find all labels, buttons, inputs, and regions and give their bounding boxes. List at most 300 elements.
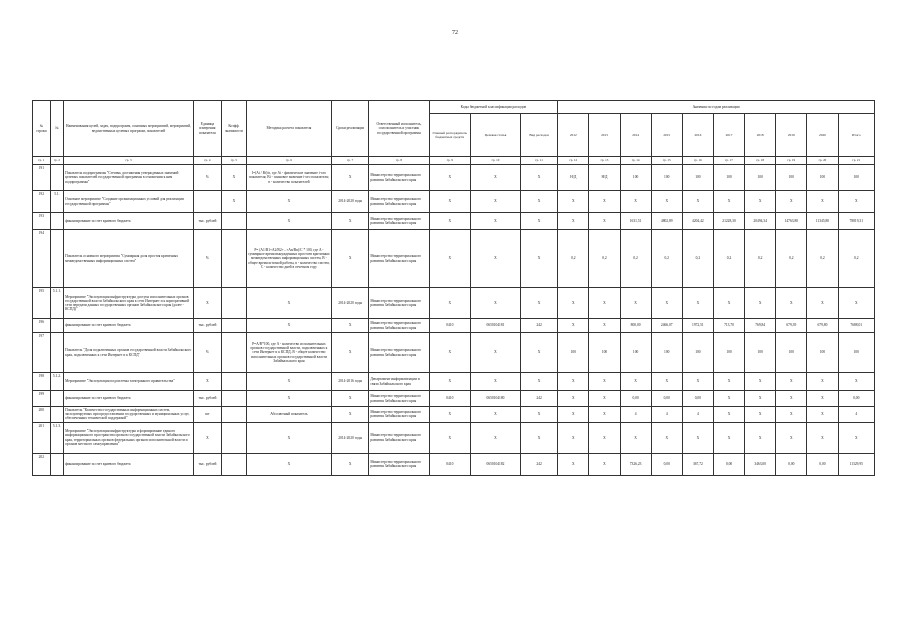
year-value-cell: X [620,373,651,391]
table-row [33,333,875,373]
coef-cell [221,407,246,423]
column-number: гр. 9 [429,157,471,165]
coef-cell [221,319,246,333]
method-cell: P=A/B*100, где A - количество исполнительных органов государственной власти, подключенных к сети Интернет и к КСПД, B - общее количество исполнительных органов государственной власти Забайкальского края [246,333,331,373]
item-name: Показатель основного мероприятия "Суммарная доля простоя критичных межведомственных информационных систем" [64,230,194,288]
year-value-cell: 0,00 [651,391,682,407]
unit-cell: % [193,165,221,191]
period-cell: X [331,407,368,423]
executor-cell: Департамент информатизации и связи Забайкальского края [369,373,429,391]
year-value-cell: 713,70 [713,319,744,333]
year-value-cell: X [589,453,620,475]
year-value-cell: X [745,407,776,423]
column-number: гр. 1 [33,157,51,165]
header-method: Методика расчета показателя [246,101,331,157]
year-value-cell: X [807,391,838,407]
year-value-cell: X [558,288,589,319]
header-budget-col: Целевая статья [471,114,521,157]
page-number: 72 [452,30,458,36]
period-cell: 2014-2020 годы [331,422,368,453]
method-cell: X [246,391,331,407]
executor-cell: Министерство территориального развития Забайкальского края [369,422,429,453]
item-number: 5.1.3. [50,422,63,453]
column-number: гр. 15 [651,157,682,165]
budget-admin-cell: X [429,422,471,453]
year-value-cell: X [745,422,776,453]
expense-type-cell: 242 [520,391,557,407]
item-name: Показатель "Доля подключенных органов государственной власти Забайкальского края, подключенных к сети Интернет и к КСПД" [64,333,194,373]
target-article-cell: X [471,288,521,319]
year-value-cell: 0,00 [807,453,838,475]
year-value-cell: 100 [651,333,682,373]
method-cell: X [246,191,331,213]
column-number: гр. 12 [558,157,589,165]
header-values-group: Значения по годам реализации [558,101,875,114]
budget-admin-cell: X [429,288,471,319]
header-year: 2014 [620,114,651,157]
expense-type-cell: X [520,288,557,319]
budget-admin-cell: X [429,213,471,230]
year-value-cell: X [558,373,589,391]
year-value-cell: 800,00 [620,319,651,333]
row-number: 191 [33,165,51,191]
table-row [33,373,875,391]
year-value-cell: X [713,373,744,391]
year-value-cell: 11345,80 [807,213,838,230]
table-row [33,391,875,407]
row-number: 196 [33,319,51,333]
method-cell: X [246,213,331,230]
target-article-cell: 0650104180 [471,391,521,407]
year-value-cell: X [745,288,776,319]
column-number: гр. 13 [589,157,620,165]
row-number: 200 [33,407,51,423]
year-value-cell: X [807,288,838,319]
column-number: гр. 3 [64,157,194,165]
target-article-cell: X [471,165,521,191]
table-row [33,191,875,213]
item-name: финансирование за счет краевого бюджета [64,453,194,475]
header-executor: Ответственный исполнитель, соисполнитель и участник государственной программы [369,101,429,157]
executor-cell: Министерство территориального развития Забайкальского края [369,333,429,373]
table-row [33,288,875,319]
expense-type-cell: X [520,333,557,373]
unit-cell: X [193,373,221,391]
coef-cell: X [221,191,246,213]
period-cell: X [331,453,368,475]
year-value-cell: X [589,391,620,407]
year-value-cell: 100 [651,165,682,191]
period-cell: 2014-2016 годы [331,373,368,391]
header-total: Итого [838,114,874,157]
year-value-cell: X [713,191,744,213]
year-value-cell: Н/Д [589,165,620,191]
target-article-cell: X [471,333,521,373]
year-value-cell: X [745,391,776,407]
unit-cell: X [193,422,221,453]
column-number: гр. 17 [713,157,744,165]
expense-type-cell: 242 [520,319,557,333]
year-value-cell: 0,2 [620,230,651,288]
year-value-cell: 0,2 [558,230,589,288]
year-value-cell: X [651,288,682,319]
unit-cell: тыс. рублей [193,319,221,333]
row-number: 198 [33,373,51,391]
budget-admin-cell: 0410 [429,453,471,475]
coef-cell [221,391,246,407]
year-value-cell: X [682,288,713,319]
method-cell: X [246,453,331,475]
year-value-cell: 100 [589,333,620,373]
year-value-cell: 4802,89 [651,213,682,230]
item-name: Мероприятие "Эксплуатация подсистемы электронного правительства" [64,373,194,391]
column-number: гр. 4 [193,157,221,165]
table-row [33,165,875,191]
period-cell: X [331,391,368,407]
header-row-top [33,101,875,114]
year-value-cell: X [682,373,713,391]
method-cell: I=(Ai / Bi)/n, где Ai - фактическое значение i-ого показателя; Bi - плановое значение i-ого показателя; n - количество показателей [246,165,331,191]
total-value-cell: 78819,31 [838,213,874,230]
period-cell: X [331,165,368,191]
year-value-cell: X [682,422,713,453]
header-budget-group: Коды бюджетной классификации расходов [429,101,558,114]
total-value-cell: X [838,191,874,213]
item-name: финансирование за счет краевого бюджета [64,391,194,407]
header-year: 2012 [558,114,589,157]
header-year: 2016 [682,114,713,157]
year-value-cell: X [776,391,807,407]
table-row [33,230,875,288]
year-value-cell: X [713,422,744,453]
period-cell: X [331,230,368,288]
column-number: гр. 6 [246,157,331,165]
method-cell: X [246,319,331,333]
year-value-cell: 100 [807,333,838,373]
period-cell: 2014-2020 годы [331,191,368,213]
year-value-cell: 769,84 [745,319,776,333]
column-numbers-row [33,157,875,165]
coef-cell [221,333,246,373]
unit-cell [193,191,221,213]
expense-type-cell: X [520,191,557,213]
year-value-cell: 14763,80 [776,213,807,230]
year-value-cell: X [558,407,589,423]
year-value-cell: 679,80 [807,319,838,333]
year-value-cell: 0,00 [713,453,744,475]
year-value-cell: X [558,391,589,407]
year-value-cell: 100 [682,333,713,373]
total-value-cell: X [838,373,874,391]
coef-cell: X [221,165,246,191]
item-number [50,391,63,407]
method-cell: X [246,422,331,453]
total-value-cell: 0,2 [838,230,874,288]
period-cell: X [331,333,368,373]
year-value-cell: X [558,191,589,213]
year-value-cell: 4 [682,407,713,423]
year-value-cell: 4 [620,407,651,423]
budget-admin-cell: X [429,407,471,423]
unit-cell: тыс. рублей [193,391,221,407]
period-cell: X [331,213,368,230]
budget-admin-cell: X [429,165,471,191]
row-number: 193 [33,213,51,230]
year-value-cell: 100 [745,165,776,191]
column-number: гр. 8 [369,157,429,165]
year-value-cell: 2466,07 [651,319,682,333]
year-value-cell: 0,2 [776,230,807,288]
method-cell: Абсолютный показатель [246,407,331,423]
item-number [50,165,63,191]
total-value-cell: X [838,422,874,453]
year-value-cell: 21228,30 [713,213,744,230]
year-value-cell: 0,2 [807,230,838,288]
year-value-cell: X [745,373,776,391]
executor-cell: Министерство территориального развития Забайкальского края [369,213,429,230]
target-article-cell: 0650104181 [471,319,521,333]
year-value-cell: 100 [620,165,651,191]
column-number: гр. 5 [221,157,246,165]
target-article-cell: X [471,230,521,288]
expense-type-cell: X [520,165,557,191]
total-value-cell: 100 [838,165,874,191]
item-name: финансирование за счет краевого бюджета [64,213,194,230]
period-cell: X [331,319,368,333]
coef-cell [221,213,246,230]
year-value-cell: X [620,288,651,319]
year-value-cell: 100 [558,333,589,373]
header-year: 2015 [651,114,682,157]
item-number [50,333,63,373]
column-number: гр. 21 [838,157,874,165]
expense-type-cell: X [520,407,557,423]
year-value-cell: X [589,319,620,333]
year-value-cell: X [776,422,807,453]
item-number [50,407,63,423]
target-article-cell: X [471,422,521,453]
year-value-cell: 0,2 [745,230,776,288]
year-value-cell: 100 [713,165,744,191]
expense-type-cell: 242 [520,453,557,475]
item-number [50,213,63,230]
header-unit: Единица измерения показателя [193,101,221,157]
year-value-cell: 1631,51 [620,213,651,230]
year-value-cell: 0,00 [682,391,713,407]
executor-cell: Министерство территориального развития Забайкальского края [369,165,429,191]
expense-type-cell: X [520,422,557,453]
item-name: Мероприятие "Эксплуатация инфраструктуры доступа исполнительных органов государственной власти Забайкальского края к сети Интернет и к корпоративной сети передачи данных государственных органов Забайкальского края (далее - КСПД)" [64,288,194,319]
header-budget-col: Главный распорядитель бюджетных средств [429,114,471,157]
year-value-cell: X [807,422,838,453]
year-value-cell: X [807,407,838,423]
target-article-cell: X [471,407,521,423]
executor-cell: Министерство территориального развития Забайкальского края [369,230,429,288]
year-value-cell: 100 [682,165,713,191]
method-cell: X [246,373,331,391]
table-row [33,319,875,333]
item-name: Основное мероприятие "Создание организационных условий для реализации государственной программы" [64,191,194,213]
target-article-cell: X [471,373,521,391]
row-number: 197 [33,333,51,373]
header-coef: Коэфф. значимости [221,101,246,157]
expense-type-cell: X [520,230,557,288]
year-value-cell: 0,2 [651,230,682,288]
year-value-cell: 0,00 [776,453,807,475]
year-value-cell: 0,2 [589,230,620,288]
column-number: гр. 14 [620,157,651,165]
item-name: Показатель "Количество государственных информационных систем, эксплуатируемых при предоставлении государственных и муниципальных услуг, обеспеченных технической поддержкой" [64,407,194,423]
coef-cell [221,230,246,288]
table-row [33,453,875,475]
method-cell: X [246,288,331,319]
year-value-cell: X [589,373,620,391]
total-value-cell: 7688,01 [838,319,874,333]
year-value-cell: 1972,51 [682,319,713,333]
year-value-cell: X [776,407,807,423]
year-value-cell: X [589,191,620,213]
item-number [50,230,63,288]
year-value-cell: 100 [807,165,838,191]
year-value-cell: X [589,288,620,319]
unit-cell: % [193,333,221,373]
table-row [33,407,875,423]
year-value-cell: X [807,373,838,391]
total-value-cell: 0,00 [838,391,874,407]
executor-cell: Министерство территориального развития Забайкальского края [369,191,429,213]
coef-cell [221,288,246,319]
executor-cell: Министерство территориального развития Забайкальского края [369,391,429,407]
executor-cell: Министерство территориального развития Забайкальского края [369,319,429,333]
column-number: гр. 2 [50,157,63,165]
year-value-cell: X [713,407,744,423]
header-year: 2017 [713,114,744,157]
year-value-cell: X [620,191,651,213]
year-value-cell: 3463,00 [745,453,776,475]
program-indicators-table [32,100,875,476]
year-value-cell: 4204,42 [682,213,713,230]
column-number: гр. 10 [471,157,521,165]
total-value-cell: 100 [838,333,874,373]
year-value-cell: X [713,391,744,407]
year-value-cell: X [589,407,620,423]
budget-admin-cell: X [429,333,471,373]
column-number: гр. 20 [807,157,838,165]
header-num: № [50,101,63,157]
header-name: Наименования целей, задач, подпрограмм, основных мероприятий, мероприятий, ведомственных целевых программ, показателей [64,101,194,157]
year-value-cell: 100 [620,333,651,373]
item-number: 5.1.1. [50,288,63,319]
executor-cell: Министерство территориального развития Забайкальского края [369,407,429,423]
header-year: 2018 [745,114,776,157]
target-article-cell: 0650104182 [471,453,521,475]
column-number: гр. 19 [776,157,807,165]
item-number: 5.1. [50,191,63,213]
item-number: 5.1.2. [50,373,63,391]
executor-cell: Министерство территориального развития Забайкальского края [369,288,429,319]
year-value-cell: X [589,213,620,230]
year-value-cell: X [620,422,651,453]
year-value-cell: 100 [745,333,776,373]
column-number: гр. 16 [682,157,713,165]
row-number: 194 [33,230,51,288]
budget-admin-cell: 0410 [429,391,471,407]
year-value-cell: X [776,191,807,213]
year-value-cell: 100 [776,165,807,191]
coef-cell [221,453,246,475]
year-value-cell: 0,00 [651,453,682,475]
item-number [50,453,63,475]
year-value-cell: X [651,373,682,391]
year-value-cell: 679,39 [776,319,807,333]
budget-admin-cell: 0410 [429,319,471,333]
year-value-cell: X [745,191,776,213]
year-value-cell: X [713,288,744,319]
table-row [33,422,875,453]
expense-type-cell: X [520,373,557,391]
total-value-cell: X [838,288,874,319]
item-name: финансирование за счет краевого бюджета [64,319,194,333]
row-number: 199 [33,391,51,407]
item-number [50,319,63,333]
row-number: 202 [33,453,51,475]
coef-cell [221,373,246,391]
year-value-cell: Н/Д [558,165,589,191]
period-cell: 2014-2020 годы [331,288,368,319]
target-article-cell: X [471,213,521,230]
year-value-cell: 100 [776,333,807,373]
coef-cell [221,422,246,453]
year-value-cell: 367,72 [682,453,713,475]
total-value-cell: 4 [838,407,874,423]
table-row [33,213,875,230]
year-value-cell: 7326,23 [620,453,651,475]
expense-type-cell: X [520,213,557,230]
year-value-cell: X [776,373,807,391]
year-value-cell: 4 [651,407,682,423]
year-value-cell: 20494,34 [745,213,776,230]
unit-cell: X [193,288,221,319]
method-cell: P= (A1/B1+A2/B2+...+An/Bn)/C * 100, где A - суммарное время вынужденных простоев критичных межведомственных информационных систем, B - общее время штатной работы, n - количество систем, C - количество дней в отчетном году [246,230,331,288]
column-number: гр. 11 [520,157,557,165]
year-value-cell: 0,2 [713,230,744,288]
year-value-cell: X [776,288,807,319]
target-article-cell: X [471,191,521,213]
column-number: гр. 7 [331,157,368,165]
header-row-no: № строки [33,101,51,157]
unit-cell: % [193,230,221,288]
year-value-cell: 100 [713,333,744,373]
budget-admin-cell: X [429,191,471,213]
unit-cell: тыс. рублей [193,213,221,230]
year-value-cell: X [558,422,589,453]
budget-admin-cell: X [429,230,471,288]
row-number: 201 [33,422,51,453]
item-name: Показатель подпрограммы "Степень достижения утвержденных значений целевых показателей государственной программы в отношении к ним подпрограммы" [64,165,194,191]
year-value-cell: X [682,191,713,213]
year-value-cell: X [651,422,682,453]
header-year: 2020 [807,114,838,157]
year-value-cell: 0,00 [620,391,651,407]
item-name: Мероприятие "Эксплуатация инфраструктуры и формирование единого информационного пространства органов государственной власти Забайкальского края, территориальных органов федеральных органов исполнительной власти и органов местного самоуправления" [64,422,194,453]
total-value-cell: 11329,95 [838,453,874,475]
header-period: Сроки реализации [331,101,368,157]
year-value-cell: X [589,422,620,453]
year-value-cell: X [807,191,838,213]
column-number: гр. 18 [745,157,776,165]
header-budget-col: Вид расходов [520,114,557,157]
header-year: 2013 [589,114,620,157]
